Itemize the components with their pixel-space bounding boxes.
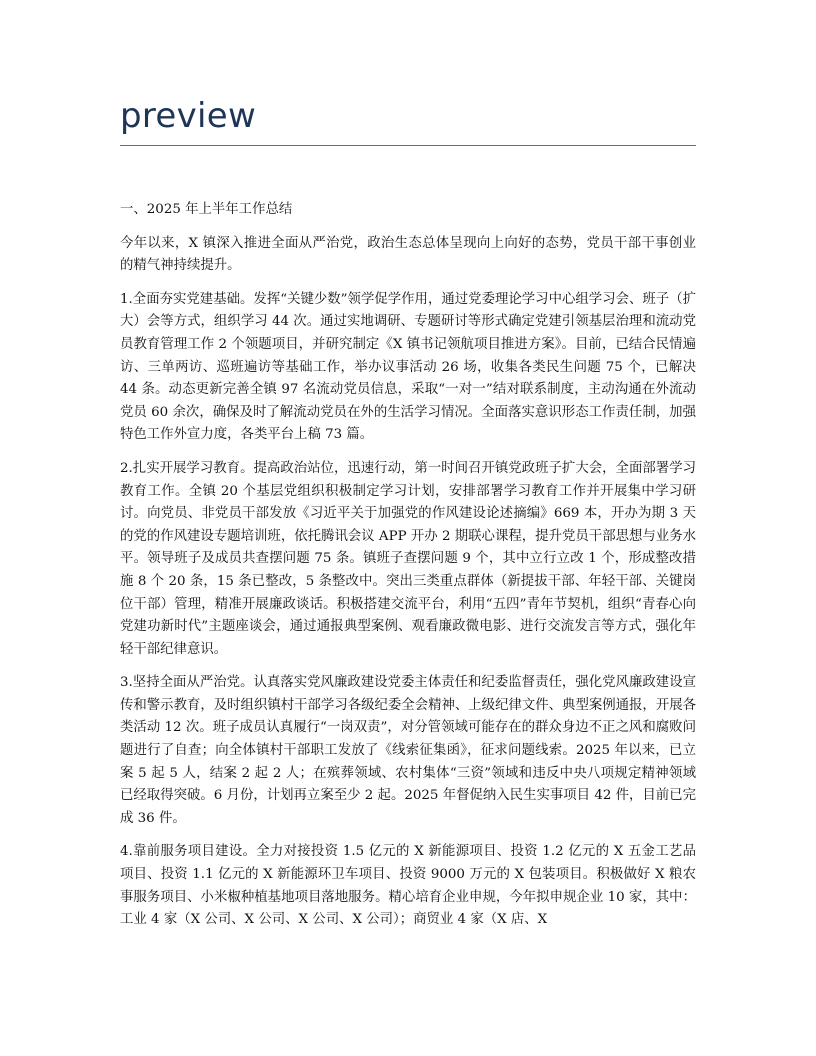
section-heading: 一、2025 年上半年工作总结 xyxy=(120,202,293,217)
paragraph-project-service: 4.靠前服务项目建设。全力对接投资 1.5 亿元的 X 新能源项目、投资 1.2 亿元的 X 五金工艺品项目、投资 1.1 亿元的 X 新能源环卫车项目、投资 9000 万元的 X 包装项目。积极做好 X 粮农事服务项目、小米椒种植基地项目落地服务。精心培育企业申规，今年拟申规企业 10 家，其中：工业 4 家（X 公司、X 公司、X 公司、X 公司）；商贸业 4 家（X 店、X xyxy=(120,844,696,928)
paragraph-intro: 今年以来，X 镇深入推进全面从严治党，政治生态总体呈现向上向好的态势，党员干部干事创业的精气神持续提升。 xyxy=(120,235,696,274)
paragraph-strict-governance: 3.坚持全面从严治党。认真落实党风廉政建设党委主体责任和纪委监督责任，强化党风廉政建设宣传和警示教育，及时组织镇村干部学习各级纪委全会精神、上级纪律文件、典型案例通报，开展各类活动 12 次。班子成员认真履行“一岗双责”，对分管领域可能存在的群众身边不正之风和腐败问题进行了自查；向全体镇村干部职工发放了《线索征集函》，征求问题线索。2025 年以来，已立案 5 起 5 人，结案 2 起 2 人；在殡葬领域、农村集体“三资”领域和违反中央八项规定精神领域已经取得突破。6 月份，计划再立案至少 2 起。2025 年督促纳入民生实事项目 42 件，目前已完成 36 件。 xyxy=(120,675,696,826)
paragraph-party-building: 1.全面夯实党建基础。发挥“关键少数”领学促学作用，通过党委理论学习中心组学习会、班子（扩大）会等方式，组织学习 44 次。通过实地调研、专题研讨等形式确定党建引领基层治理和流动党员教育管理工作 2 个领题项目，并研究制定《X 镇书记领航项目推进方案》。目前，已结合民情遍访、三单两访、巡班遍访等基础工作，举办议事活动 26 场，收集各类民生问题 75 个，已解决 44 条。动态更新完善全镇 97 名流动党员信息，采取“一对一”结对联系制度，主动沟通在外流动党员 60 余次，确保及时了解流动党员在外的生活学习情况。全面落实意识形态工作责任制，加强特色工作外宣力度，各类平台上稿 73 篇。 xyxy=(120,291,696,443)
title-divider xyxy=(120,145,696,146)
paragraph-study-education: 2.扎实开展学习教育。提高政治站位，迅速行动，第一时间召开镇党政班子扩大会，全面部署学习教育工作。全镇 20 个基层党组织积极制定学习计划，安排部署学习教育工作并开展集中学习研讨。向党员、非党员干部发放《习近平关于加强党的作风建设论述摘编》669 本，开办为期 3 天的党的作风建设专题培训班，依托腾讯会议 APP 开办 2 期联心课程，提升党员干部思想与业务水平。领导班子及成员共查摆问题 75 条。镇班子查摆问题 9 个，其中立行立改 1 个，形成整改措施 8 个 20 条，15 条已整改，5 条整改中。突出三类重点群体（新提拔干部、年轻干部、关键岗位干部）管理，精准开展廉政谈话。积极搭建交流平台，利用“五四”青年节契机，组织“青春心向党建功新时代”主题座谈会，通过通报典型案例、观看廉政微电影、进行交流发言等方式，强化年轻干部纪律意识。 xyxy=(120,460,696,657)
document-body xyxy=(120,199,696,943)
page-title: preview xyxy=(120,96,257,136)
